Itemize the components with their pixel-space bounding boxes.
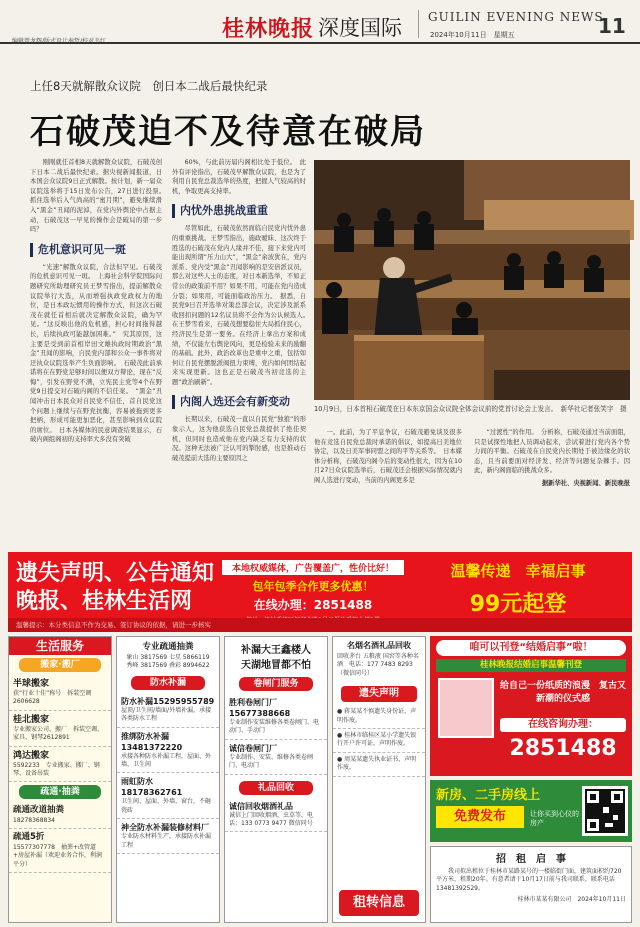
classified-item-detail: 专业防水材料生产，承接防水补漏工程 <box>121 833 212 849</box>
classified-item-name: 鸿达搬家 <box>13 750 50 761</box>
waterproof-label: 防水补漏 <box>131 676 205 690</box>
article-source: 据新华社、央视新闻、新民晚报 <box>541 479 630 487</box>
unclog-service-title: 专业疏通抽粪 <box>142 642 194 652</box>
classified-item-name: 诚信回收烟酒礼品 <box>229 801 293 811</box>
ad-banner-right <box>412 560 624 618</box>
article-body-3b: “过渡性”的作用。 分析称，石破茂通过当前面阻，只是试探性地把人员调动起来，尝试着进行党内各个势力间的平衡。石破茂在自民党内长期处于被边缘化的状态，且当前要面对经济发、经济等问题复杂棘手。因此，新内阁面临的挑战众多。 <box>474 429 630 475</box>
classifieds-section <box>8 636 632 923</box>
issue-date: 2024年10月11日 星期五 <box>430 31 515 39</box>
rent-info-badge: 租转信息 <box>339 890 419 916</box>
classified-item-name: 半球搬家 <box>13 679 50 689</box>
ad-lost-notice: 遗失声明、公告通知 <box>16 561 215 586</box>
liquor-title: 名烟名酒礼品回收 <box>347 641 411 650</box>
wedding-banner: 咱可以刊登“结婚启事”啦！ <box>436 640 626 656</box>
ad-phone-row <box>222 596 404 613</box>
house-free-badge: 免费发布 <box>436 806 524 828</box>
leak-slogan-1: 补漏大王鑫楼人 <box>241 645 311 656</box>
classified-item-detail: 专业制作、安装、维修各类卷闸门、电动门 <box>229 753 314 770</box>
classified-item-detail: 屋顶/卫生间/墙面/外墙补漏，承接各类防水工程 <box>121 706 212 723</box>
classified-item <box>225 798 327 833</box>
ad-banner-left <box>16 560 214 616</box>
classified-item <box>117 819 219 854</box>
lost-notice-item: ● 周某某遗失执业证书，声明作废。 <box>333 753 425 777</box>
classified-item <box>9 675 111 711</box>
masthead <box>0 0 640 44</box>
article-body-3a: 一。此前，为了平息争议，石破茂避免谈及很多他在竞选自民党总裁时承诺的倡议，如提高日美地位协定，以及日美军事同盟之间的平等关系等。 日本媒体分析称，石破茂内阁今后的变动性很大，因为在10月27日众议院选举后，石破茂还会根据实际情况就内阁人选进行变动，当前的内阁更多是 <box>314 429 462 484</box>
house-title: 新房、二手房线上 <box>436 788 541 803</box>
article-lead: 刚刚就任首相8天就解散众议院，石破茂创下日本二战后最快纪录。据央视新闻报道，日本国会众议院9日正式解散。按计划，新一届众议院选举将于15日发布公告，27日进行投票。 抓住选举后入气尚高的“蜜月期”，避免继续滑入“黑金”丑闻的泥淖，在党内外舆论中占据主动，石破茂这一早见的操作会是破局的第一步吗？ <box>30 159 169 234</box>
article-column-3 <box>314 428 462 548</box>
ad-banner <box>8 552 632 632</box>
doors-label: 卷闸门服务 <box>239 677 313 691</box>
unclog-list <box>9 802 111 873</box>
classified-item-name: 雨虹防水 18178362761 <box>121 777 183 798</box>
ad-wedding-slogan: 温馨传递 幸福启事 <box>450 562 586 580</box>
gift-label: 礼品回收 <box>239 781 313 795</box>
wedding-phone-label: 在线咨询办理： <box>500 718 626 732</box>
waterproof-list <box>117 693 219 854</box>
subhead-challenges: 内忧外患挑战重重 <box>172 204 306 218</box>
classified-item-name: 疏通改道抽粪 <box>13 805 65 816</box>
classified-item-name: 诚信卷闸门厂 <box>229 743 277 753</box>
classified-item-detail: 18278368834 <box>13 816 55 824</box>
classified-item-detail: 承接各种防水补漏工程，屋面、外墙、卫生间 <box>121 752 212 769</box>
english-name: GUILIN EVENING NEWS <box>428 10 604 24</box>
recruit-notice <box>430 846 632 923</box>
classified-item-detail: 获“行业十佳”称号 拆装空调2606628 <box>13 690 92 706</box>
unclog-service-phones: 象山 3817569 七星 5866119 秀峰 3817569 叠彩 8994622 <box>126 654 216 670</box>
classified-item-name: 疏通5折 <box>13 832 45 843</box>
house-sub: 让你买到心仪的房产 <box>530 810 579 827</box>
classified-item-detail: 专业搬家公司、搬厂 拆装空调、家具、钢琴2612891 <box>13 725 104 742</box>
article-kicker: 上任8天就解散众议院 创日本二战后最快纪录 <box>30 79 268 93</box>
classified-item <box>225 740 327 775</box>
ad-phone: 2851488 <box>313 598 373 612</box>
wedding-sample-thumbnail <box>438 678 494 738</box>
classified-item-detail: 专业制作安装维修各类卷闸门、电动门、手动门 <box>229 719 320 735</box>
ad-slogan: 本地权威媒体，广告覆盖广，性价比好！ <box>222 560 404 575</box>
article-body-1: “光速”解散众议院，合法但罕见。石破茂的危机意识可见一斑。 上海社会科学院国际问题研究所助理研究员王梦雪指出，提前解散众议院举行大选，从而增强执政党政权力的地位，是日本政坛惯用的操作方式，但这次石破茂在就任首相后就决定解散众议院，确为罕见。“这反映出他的危机感，担心时间拖得越长，后续执政可能越加困难。” 究其原因，这主要是受到前首相岸田文雄执政时期政治“黑金”丑闻的影响，自民党内部和公众一事件将对迂执众议院选举产生负面影响。 石破茂此前承诺将在在野党足够时间以便双方辩论，现在“反悔”，引发在野党不满，立宪民主党等4个在野党9日提交对石破内阁的不信任案。 “黑金”丑闻冲击日本民众对自民党不信任，首自民党这个问题上继续与在野党抗衡，容易被拖到更多把柄，形成可能更加恶化，甚至影响到众议院的席位。 日本各媒体的民意调查结果显示，石破内阁组阁初的支持率大多没有突破 <box>30 263 162 444</box>
lost-list <box>333 705 425 776</box>
classified-item <box>9 711 111 747</box>
parliament-photo-illustration <box>314 160 630 400</box>
unclog-label: 疏通·抽粪 <box>19 785 101 799</box>
classified-item-detail: 诚信上门回收烟酒、虫草等，电话：133 0773 9477 微信同号 <box>229 811 314 828</box>
article-body-2b: 尽管如此，石破茂依然面临自民党内忧外患的重重挑战。王梦雪指出，施政暧昧、这次终于胜选的石破茂在党内人缘并不佳，接下来党内可能出现所谓“压力山大”，“黑金”余波犹在，党内派系、党内受“黑金”丑闻影响的是安倍派议员，那么对这些人士的态度，对日本新选举，不如正常公的政策前不用？如果不用，可能在党内造成分裂；如果用，可能面临政治压力。 据悉，自民党9日召开选举对策总部会议，决定涉及派系收回扣问题的12名议员将不会作为公认候选人。 在王梦雪看来，石破茂想要稳住大局抓住民心，经济民生是第一要务。在经济上拿出方案和成绩，不仅能左右舆论风向，更是检验未来的励翻的基础。此外，政治改革也是重中之重，包括如何让自民党摆脱派阀扭力束缚，党内如何团结起来实现更新。这也正是石破茂当初竞选的主题“政治刷新”。 <box>172 225 313 386</box>
classified-item <box>117 728 219 774</box>
ad-discount: 包年包季合作更多优惠！ <box>252 580 374 593</box>
lost-notice-item: ● 蒋某某不慎遗失身份证，声明作废。 <box>333 705 425 729</box>
subhead-cabinet: 内阁人选还会有新变动 <box>172 395 306 409</box>
news-photo <box>314 160 630 400</box>
leak-slogan-2: 天湖地冒都不怕 <box>241 660 311 671</box>
house-ad <box>430 780 632 842</box>
ad-disclaimer: 温馨提示：本分类信息不作为交易、签订协议的依据，请进一步核实 <box>8 618 632 632</box>
lost-box <box>332 636 426 923</box>
ad-banner-middle <box>222 560 404 624</box>
page-number: 11 <box>598 14 626 38</box>
article-column-4 <box>474 428 630 548</box>
newspaper-logo: 桂林晚报 <box>222 16 315 42</box>
classified-item-name: 神全防水补漏装修材料厂 <box>121 823 209 833</box>
classified-item <box>9 829 111 873</box>
lost-notice-item: ● 桂林市临桂区某小学遗失银行开户许可证，声明作废。 <box>333 729 425 753</box>
article-body-2a: 60%，与此前历届内阁相比处于低位。 此外有评论指出，石破茂早解散众议院，也是为了利用自民党总裁选举的热度，把握人气较高的时机，争取更高支持率。 <box>172 159 306 195</box>
classified-item-name: 防水补漏15295955789 <box>121 696 215 706</box>
ad-phone-label: 在线办理： <box>253 598 314 612</box>
doors-list <box>225 694 327 775</box>
photo-caption: 10月9日，日本首相石破茂在日本东京国会众议院全体会议前的党首讨论会上发言。 新华社记者张笑宇 摄 <box>314 405 627 413</box>
recruit-sign: 桂林市某某有限公司 2024年10月11日 <box>517 896 626 904</box>
article-body-2c: 长期以来，石破茂一直以自民党“独狼”的形象示人，这为他获选自民党总裁提供了绝佳契机，但同时也造成他在党内缺乏有力支持的状况。这种无法被广泛认可的掣肘感，也是推动石破茂提前大选的主要原因之 <box>172 416 306 462</box>
life-service-header: 生活服务 <box>9 637 111 655</box>
editor-credits: 编辑曾龙辉/版式设计秦哲/校对韦红 <box>12 38 107 45</box>
qr-code-icon[interactable] <box>582 786 628 836</box>
moving-list <box>9 675 111 782</box>
ad-newspaper-web: 晚报、桂林生活网 <box>16 589 193 614</box>
classified-item-detail: 15577307778 抽粪+改管道+房屋补漏（欢迎业务合作，利润平分） <box>13 843 103 868</box>
subhead-crisis: 危机意识可见一斑 <box>30 243 162 257</box>
waterproof-box <box>116 636 220 923</box>
recruit-body: 我司拟出租位于桂林市某路某号的一楼临街门面，建筑面积约720平方米，租期20年。有意者请于10月17日前与我司联系，联系电话13481392529。 <box>436 868 622 892</box>
article-headline: 石破茂迫不及待意在破局 <box>30 112 426 152</box>
liquor-detail: 回收茅台 五粮液 国窖等各种名酒 电话：177 7483 8293（微信同号） <box>337 653 419 677</box>
article-column-1 <box>30 158 169 548</box>
gift-list <box>225 798 327 833</box>
wedding-phone: 2851488 <box>509 736 617 761</box>
classified-item <box>225 694 327 740</box>
wedding-sub: 桂林晚报结婚启事温馨刊登 <box>436 659 626 672</box>
lost-label: 遗失声明 <box>341 686 417 702</box>
classified-item-name: 胜利卷闸门厂 15677388668 <box>229 698 291 718</box>
classified-item <box>9 802 111 829</box>
doors-box <box>224 636 328 923</box>
section-title: 深度国际 <box>318 16 402 40</box>
wedding-ad <box>430 636 632 776</box>
classified-item <box>117 773 219 819</box>
classified-item-name: 推绑防水补漏 13481372220 <box>121 731 183 752</box>
classified-item <box>9 747 111 783</box>
article-column-2 <box>172 158 313 548</box>
wedding-promo: 给自己一份纸质的浪漫 复古又新潮的仪式感 <box>500 681 627 704</box>
classified-item-detail: 卫生间、屋面、外墙、窗台，不砸瓷砖 <box>121 798 212 814</box>
classified-item-detail: 5592233 专业搬家、搬厂、钢琴、设备吊装 <box>13 761 100 778</box>
masthead-divider <box>418 10 419 38</box>
life-service-box <box>8 636 112 923</box>
classified-item <box>117 693 219 728</box>
recruit-title: 招 租 启 事 <box>496 854 566 865</box>
ad-price: 99元起登 <box>469 592 567 617</box>
classified-item-name: 桂北搬家 <box>13 714 50 725</box>
moving-label: 搬家·搬厂 <box>19 658 101 672</box>
